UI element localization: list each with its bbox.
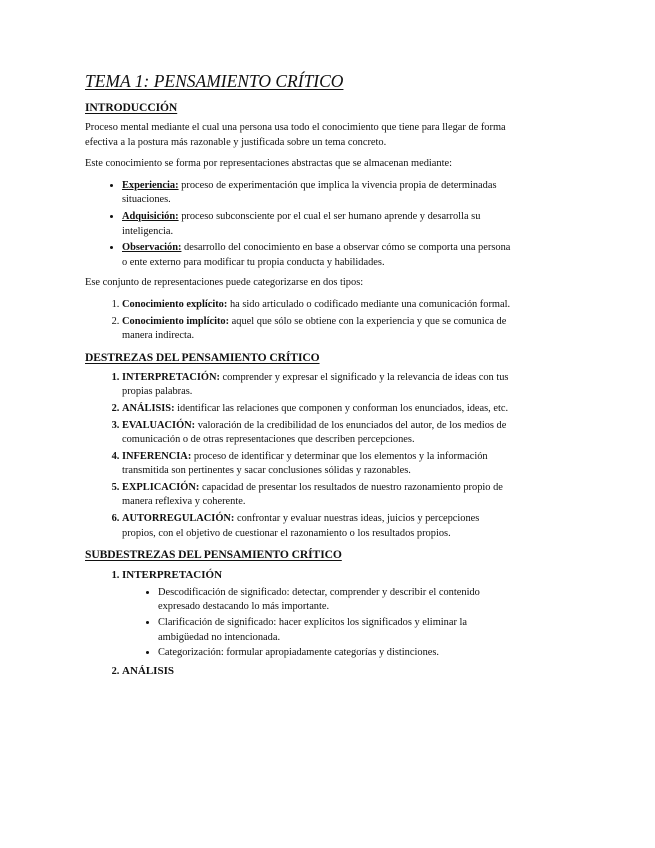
list-item	[122, 210, 515, 239]
term-text: desarrollo del conocimiento en base a observar cómo se comporta una persona o ente externo para modificar tu propia conducta y habilidades.	[122, 242, 511, 268]
knowledge-sources-list	[85, 179, 515, 271]
term-label: Observación:	[122, 242, 182, 254]
list-item	[122, 179, 515, 208]
term-label: Adquisición:	[122, 210, 179, 222]
term-label: ANÁLISIS:	[122, 402, 175, 414]
term-text: ha sido articulado o codificado mediante una comunicación formal.	[227, 298, 511, 310]
intro-paragraph-1: Proceso mental mediante el cual una persona usa todo el conocimiento que tiene para llegar de forma efectiva a la postura más razonable y justificada sobre un tema concreto.	[85, 122, 506, 148]
term-label: Conocimiento implícito:	[122, 315, 230, 327]
term-label: EVALUACIÓN:	[122, 419, 196, 431]
term-text: proceso de experimentación que implica la vivencia propia de determinadas situaciones.	[122, 179, 497, 206]
destrezas-list	[85, 371, 515, 542]
list-item	[122, 450, 515, 479]
list-item	[122, 481, 515, 510]
intro-paragraph-3: Ese conjunto de representaciones puede categorizarse en dos tipos:	[85, 277, 364, 289]
term-text: identificar las relaciones que componen y conforman los enunciados, ideas, etc.	[174, 402, 509, 414]
term-label: EXPLICACIÓN:	[122, 481, 200, 493]
subsection-label: ANÁLISIS	[122, 664, 174, 677]
list-item: • Descodificación de significado: detectar, comprender y describir el contenido expresado destacando lo más importante.	[158, 586, 515, 615]
term-label: AUTORREGULACIÓN:	[122, 513, 235, 525]
list-item	[122, 419, 515, 448]
list-item	[122, 371, 515, 400]
term-text: valoración de la credibilidad de los enunciados del autor, de los medios de comunicación o de otras representaciones que describen percepciones.	[122, 419, 507, 446]
list-item: • Categorización: formular apropiadamente categorías y distinciones.	[158, 646, 515, 661]
list-item	[122, 298, 515, 313]
term-text: comprender y expresar el significado y la relevancia de ideas con tus propias palabras.	[122, 371, 509, 398]
section-heading-destrezas: DESTREZAS DEL PENSAMIENTO CRÍTICO	[85, 350, 320, 364]
section-heading-introduccion: INTRODUCCIÓN	[85, 101, 178, 114]
term-text: proceso de identificar y determinar que los elementos y la información transmitida son pertinentes y sacar conclusiones sólidas y razonables.	[122, 450, 488, 477]
interpretacion-bullets	[122, 586, 515, 661]
term-label: Experiencia:	[122, 179, 179, 191]
term-text: aquel que sólo se obtiene con la experiencia y que se comunica de manera indirecta.	[122, 315, 507, 342]
subdestrezas-list	[85, 568, 515, 679]
list-item	[122, 664, 515, 680]
list-item	[122, 315, 515, 344]
term-text: capacidad de presentar los resultados de nuestro razonamiento propio de manera reflexiva y coherente.	[122, 481, 503, 508]
term-text: proceso subconsciente por el cual el ser humano aprende y desarrolla su inteligencia.	[122, 210, 481, 237]
list-item	[122, 512, 515, 541]
term-label: INTERPRETACIÓN:	[122, 371, 220, 383]
section-heading-subdestrezas: SUBDESTREZAS DEL PENSAMIENTO CRÍTICO	[85, 548, 342, 562]
term-label: INFERENCIA:	[122, 450, 192, 462]
term-label: Conocimiento explícito:	[122, 298, 228, 310]
document-page	[85, 70, 515, 685]
subsection-label: INTERPRETACIÓN	[122, 569, 223, 582]
page-title: TEMA 1: PENSAMIENTO CRÍTICO	[85, 71, 344, 91]
term-text: confrontar y evaluar nuestras ideas, juicios y percepciones propios, con el objetivo de cuestionar el razonamiento o los resultados propios.	[122, 513, 480, 539]
list-item: • Clarificación de significado: hacer explícitos los significados y eliminar la ambigüedad no intencionada.	[158, 616, 515, 645]
list-item	[122, 402, 515, 417]
knowledge-types-list	[85, 298, 515, 344]
intro-paragraph-2: Este conocimiento se forma por representaciones abstractas que se almacenan mediante:	[85, 158, 452, 170]
list-item	[122, 568, 515, 661]
list-item	[122, 241, 515, 270]
